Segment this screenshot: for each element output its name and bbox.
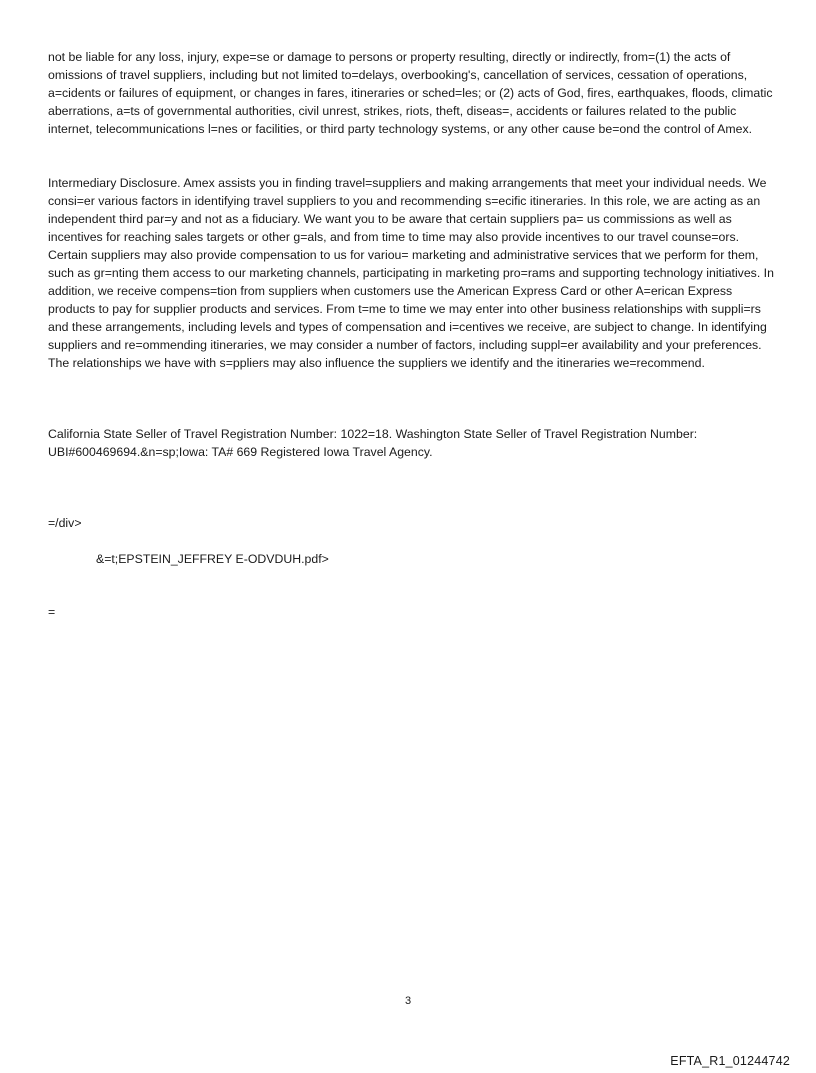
intermediary-disclosure-paragraph: Intermediary Disclosure. Amex assists you in finding travel=suppliers and making arrangements that meet your individual needs. We consi=er various factors in identifying travel suppliers to you and recommending s=ecific itineraries. In this role, we are acting as an independent third par=y and not as a fiduciary. We want you to be aware that certain suppliers pa= us commissions as well as incentives for reaching sales targets or other g=als, and from time to time may also provide incentives to our travel counse=ors. Certain suppliers may also provide compensation to us for variou= marketing and administrative services that we perform for them, such as gr=nting them access to our marketing channels, participating in marketing pro=rams and supporting technology initiatives. In addition, we receive compens=tion from suppliers when customers use the American Express Card or other A=erican Express products to pay for supplier products and services. From t=me to time we may enter into other business relationships with suppli=rs and these arrangements, including levels and types of compensation and i=centives we receive, are subject to change. In identifying suppliers and re=ommending itineraries, we may consider a number of factors, including suppl=er availability and your preferences. The relationships we have with s=ppliers may also influence the suppliers we identify and the itineraries we=recommend. xyxy=(48,176,774,370)
page-number: 3 xyxy=(404,995,412,1007)
bates-number: EFTA_R1_01244742 xyxy=(670,1054,790,1068)
attachment-filename: &=t;EPSTEIN_JEFFREY E-ODVDUH.pdf> xyxy=(96,552,329,566)
trailing-equals-sign: = xyxy=(48,605,56,619)
seller-registration-paragraph: California State Seller of Travel Registration Number: 1022=18. Washington State Seller of Travel Registration Number: UBI#600469694.&n=sp;Iowa: TA# 669 Registered Iowa Travel Agency. xyxy=(48,427,698,459)
html-div-close-text: =/div> xyxy=(48,516,82,530)
liability-paragraph: not be liable for any loss, injury, expe=se or damage to persons or property resulting, directly or indirectly, from=(1) the acts of omissions of travel suppliers, including but not limited to=delays, overbooking's, cancellation of services, cessation of operations, a=cidents or failures of equipment, or changes in fares, itineraries or sched=les; or (2) acts of God, fires, earthquakes, floods, climatic aberrations, a=ts of governmental authorities, civil unrest, strikes, riots, theft, diseas=, accidents or failures related to the public internet, telecommunications l=nes or facilities, or third party technology systems, or any other cause be=ond the control of Amex. xyxy=(48,50,773,136)
